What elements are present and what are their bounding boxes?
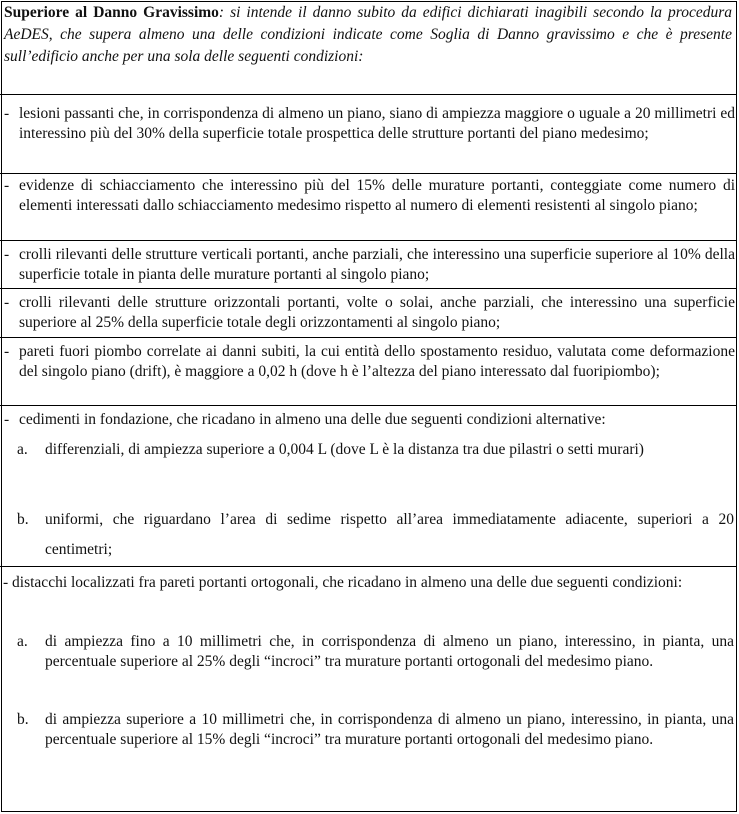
subitem-text: di ampiezza fino a 10 millimetri che, in corrispondenza di almeno un piano, interessino, in pianta, una percentuale superiore al 25% degli “incroci” tra murature portanti ortogonali del medesimo piano. <box>45 633 734 670</box>
condition-text: crolli rilevanti delle strutture verticali portanti, anche parziali, che interessino una superficie superiore al 10% della superficie totale in pianta delle murature portanti al singolo piano; <box>19 246 735 283</box>
condition-text: pareti fuori piombo correlate ai danni subiti, la cui entità dello spostamento residuo, valutata come deformazione del singolo piano (drift), è maggiore a 0,02 h (dove h è l’altezza del piano interessato dal fuoripiombo); <box>19 343 735 380</box>
condition-text: cedimenti in fondazione, che ricadano in almeno una delle due seguenti condizioni alternative: <box>19 411 606 428</box>
foundation-subitem <box>0 505 737 565</box>
definition-title: Superiore al Danno Gravissimo <box>4 4 219 21</box>
subitem-text: differenziali, di ampiezza superiore a 0,004 L (dove L è la distanza tra due pilastri o setti murari) <box>45 441 644 458</box>
bullet-marker: - <box>4 294 10 311</box>
bullet-marker: - <box>4 177 10 194</box>
subitem-text: di ampiezza superiore a 10 millimetri che, in corrispondenza di almeno un piano, interessino, in pianta, una percentuale superiore al 15% degli “incroci” tra murature portanti ortogonali del medesimo piano. <box>45 711 734 748</box>
bullet-marker: - <box>4 105 10 122</box>
foundation-subitem <box>0 435 737 465</box>
row-divider <box>0 240 737 241</box>
detachment-subitem <box>0 632 737 672</box>
condition-item <box>0 245 737 285</box>
subitem-letter: a. <box>17 441 28 458</box>
condition-item <box>0 342 737 382</box>
condition-item <box>0 410 737 430</box>
definition-paragraph <box>0 0 736 68</box>
subitem-letter: b. <box>17 511 29 528</box>
row-divider <box>0 566 737 567</box>
condition-item <box>0 104 737 144</box>
subitem-text: uniformi, che riguardano l’area di sedime rispetto all’area immediatamente adiacente, superiori a 20 centimetri; <box>45 511 734 558</box>
condition-text: lesioni passanti che, in corrispondenza di almeno un piano, siano di ampiezza maggiore o uguale a 20 millimetri ed interessino più del 30% della superficie totale prospettica delle strutture portanti del piano medesimo; <box>19 105 735 142</box>
row-divider <box>0 337 737 338</box>
row-divider <box>0 288 737 289</box>
bullet-marker: - <box>4 411 10 428</box>
row-divider <box>0 173 737 174</box>
subitem-letter: a. <box>17 633 28 650</box>
row-divider <box>0 405 737 406</box>
condition-text: crolli rilevanti delle strutture orizzontali portanti, volte o solai, anche parziali, che interessino una superficie superiore al 25% della superficie totale degli orizzontamenti al singolo piano; <box>19 294 735 331</box>
condition-text: evidenze di schiacciamento che interessino più del 15% delle murature portanti, conteggiate come numero di elementi interessati dallo schiacciamento medesimo rispetto al numero di elementi resistenti al singolo piano; <box>19 177 735 214</box>
bullet-marker: - <box>4 343 10 360</box>
bullet-marker: - <box>4 246 10 263</box>
condition-item <box>0 176 737 216</box>
row-divider <box>0 94 737 95</box>
detachment-subitem <box>0 710 737 750</box>
condition-item <box>0 293 737 333</box>
subitem-letter: b. <box>17 711 29 728</box>
detachment-paragraph: - distacchi localizzati fra pareti portanti ortogonali, che ricadano in almeno una delle due seguenti condizioni: <box>3 574 683 591</box>
definition-text: : si intende il danno subito da edifici dichiarati inagibili secondo la procedura AeDES, che supera almeno una delle condizioni indicate come Soglia di Danno gravissimo e che è presente sull’edificio anche per una sola delle seguenti condizioni: <box>4 4 733 65</box>
